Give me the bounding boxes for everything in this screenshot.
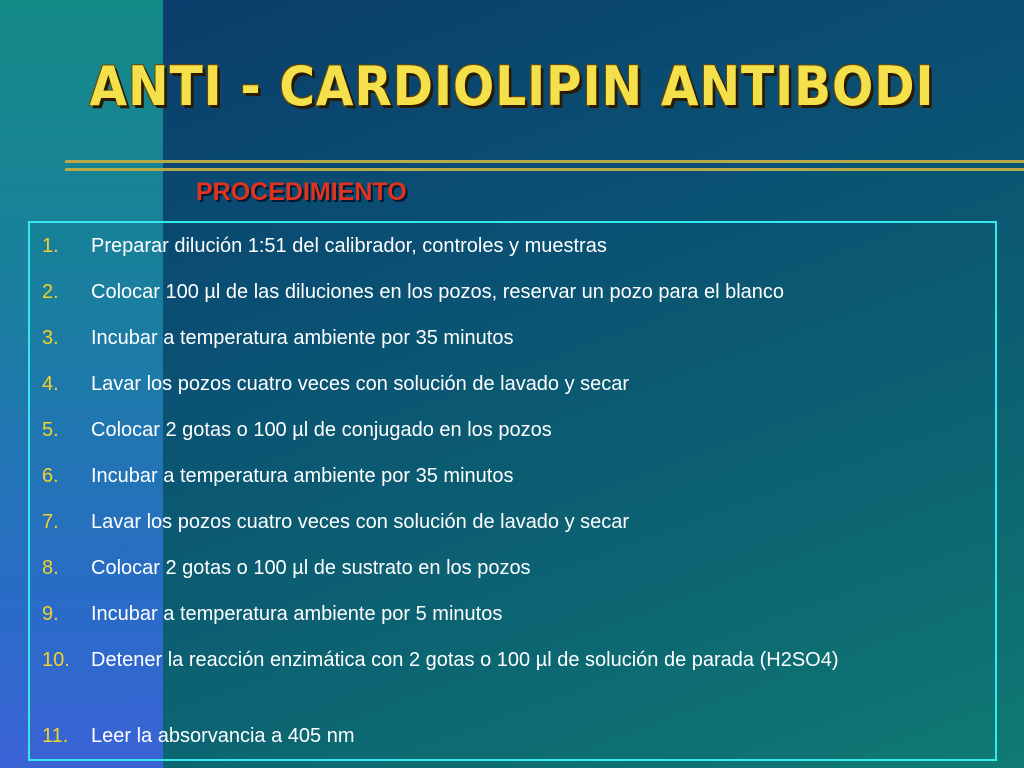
- step-number: 7.: [42, 511, 59, 533]
- step-text: Incubar a temperatura ambiente por 35 minutos: [91, 327, 514, 349]
- step-number: 6.: [42, 465, 59, 487]
- step-number: 3.: [42, 327, 59, 349]
- slide-title: ANTI - CARDIOLIPIN ANTIBODI: [89, 55, 935, 118]
- step-text: Colocar 100 µl de las diluciones en los pozos, reservar un pozo para el blanco: [91, 281, 785, 303]
- section-heading: PROCEDIMIENTO: [196, 178, 407, 206]
- step-text: Colocar 2 gotas o 100 µl de conjugado en los pozos: [91, 419, 552, 441]
- step-text: Lavar los pozos cuatro veces con solución de lavado y secar: [91, 511, 630, 533]
- step-text: Incubar a temperatura ambiente por 35 minutos: [91, 465, 514, 487]
- step-number: 8.: [42, 557, 59, 579]
- step-number: 1.: [42, 235, 59, 257]
- step-number: 4.: [42, 373, 59, 395]
- step-text: Lavar los pozos cuatro veces con solución de lavado y secar: [91, 373, 630, 395]
- step-number: 11.: [42, 725, 69, 747]
- step-text: Preparar dilución 1:51 del calibrador, controles y muestras: [91, 235, 607, 257]
- step-text: Incubar a temperatura ambiente por 5 minutos: [91, 603, 503, 625]
- step-text: Detener la reacción enzimática con 2 gotas o 100 µl de solución de parada (H2SO4): [91, 649, 839, 671]
- procedure-box: [28, 221, 997, 761]
- step-number: 5.: [42, 419, 59, 441]
- step-text: Colocar 2 gotas o 100 µl de sustrato en los pozos: [91, 557, 531, 579]
- step-number: 10.: [42, 649, 70, 671]
- step-number: 2.: [42, 281, 59, 303]
- step-number: 9.: [42, 603, 59, 625]
- title-divider-bottom: [65, 168, 1024, 171]
- step-text: Leer la absorvancia a 405 nm: [91, 725, 355, 747]
- title-divider-top: [65, 160, 1024, 163]
